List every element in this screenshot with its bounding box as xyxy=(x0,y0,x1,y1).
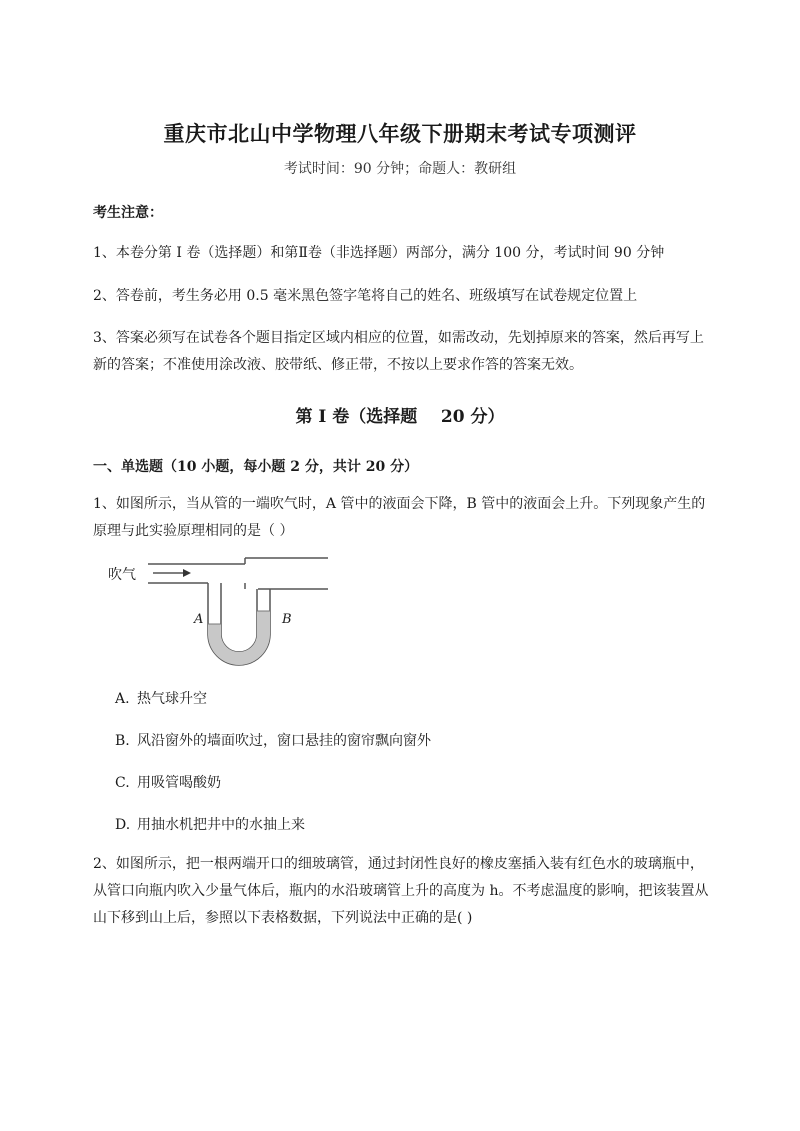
notice-heading: 考生注意： xyxy=(93,205,163,221)
option-text: 用吸管喝酸奶 xyxy=(137,775,221,791)
option-letter: A. xyxy=(115,691,130,707)
option-b xyxy=(115,730,431,750)
part-heading: 一、单选题（10 小题，每小题 2 分，共计 20 分） xyxy=(93,459,419,475)
notice-item-3: 3、答案必须写在试卷各个题目指定区域内相应的位置，如需改动，先划掉原来的答案，然后再写上新的答案；不准使用涂改液、胶带纸、修正带，不按以上要求作答的答案无效。 xyxy=(93,330,704,373)
u-tube-figure xyxy=(108,556,338,666)
page-title: 重庆市北山中学物理八年级下册期末考试专项测评 xyxy=(163,121,637,146)
exam-info: 考试时间：90 分钟；命题人：教研组 xyxy=(283,161,517,177)
option-letter: C. xyxy=(115,775,130,791)
option-letter: D. xyxy=(115,817,131,833)
question-1-stem: 1、如图所示，当从管的一端吹气时，A 管中的液面会下降，B 管中的液面会上升。下列现象产生的原理与此实验原理相同的是（ ） xyxy=(93,496,706,539)
option-letter: B. xyxy=(115,733,130,749)
option-text: 用抽水机把井中的水抽上来 xyxy=(137,817,305,833)
label-a: A xyxy=(194,612,204,627)
option-d xyxy=(115,814,305,834)
notice-item-1: 1、本卷分第 I 卷（选择题）和第Ⅱ卷（非选择题）两部分，满分 100 分，考试时间 90 分钟 xyxy=(93,245,665,261)
blow-label: 吹气 xyxy=(108,567,136,583)
option-c xyxy=(115,772,221,792)
u-tube-diagram xyxy=(108,556,338,666)
question-2-stem: 2、如图所示，把一根两端开口的细玻璃管，通过封闭性良好的橡皮塞插入装有红色水的玻璃瓶中，从管口向瓶内吹入少量气体后，瓶内的水沿玻璃管上升的高度为 h。不考虑温度的影响，把该装置从山下移到山上后，参照以下表格数据，下列说法中正确的是( ) xyxy=(93,856,709,926)
section-title: 第 I 卷（选择题 20 分） xyxy=(295,407,505,427)
option-text: 风沿窗外的墙面吹过，窗口悬挂的窗帘飘向窗外 xyxy=(137,733,431,749)
option-text: 热气球升空 xyxy=(137,691,207,707)
label-b: B xyxy=(282,612,292,627)
notice-item-2: 2、答卷前，考生务必用 0.5 毫米黑色签字笔将自己的姓名、班级填写在试卷规定位置上 xyxy=(93,288,638,304)
option-a xyxy=(115,688,207,708)
